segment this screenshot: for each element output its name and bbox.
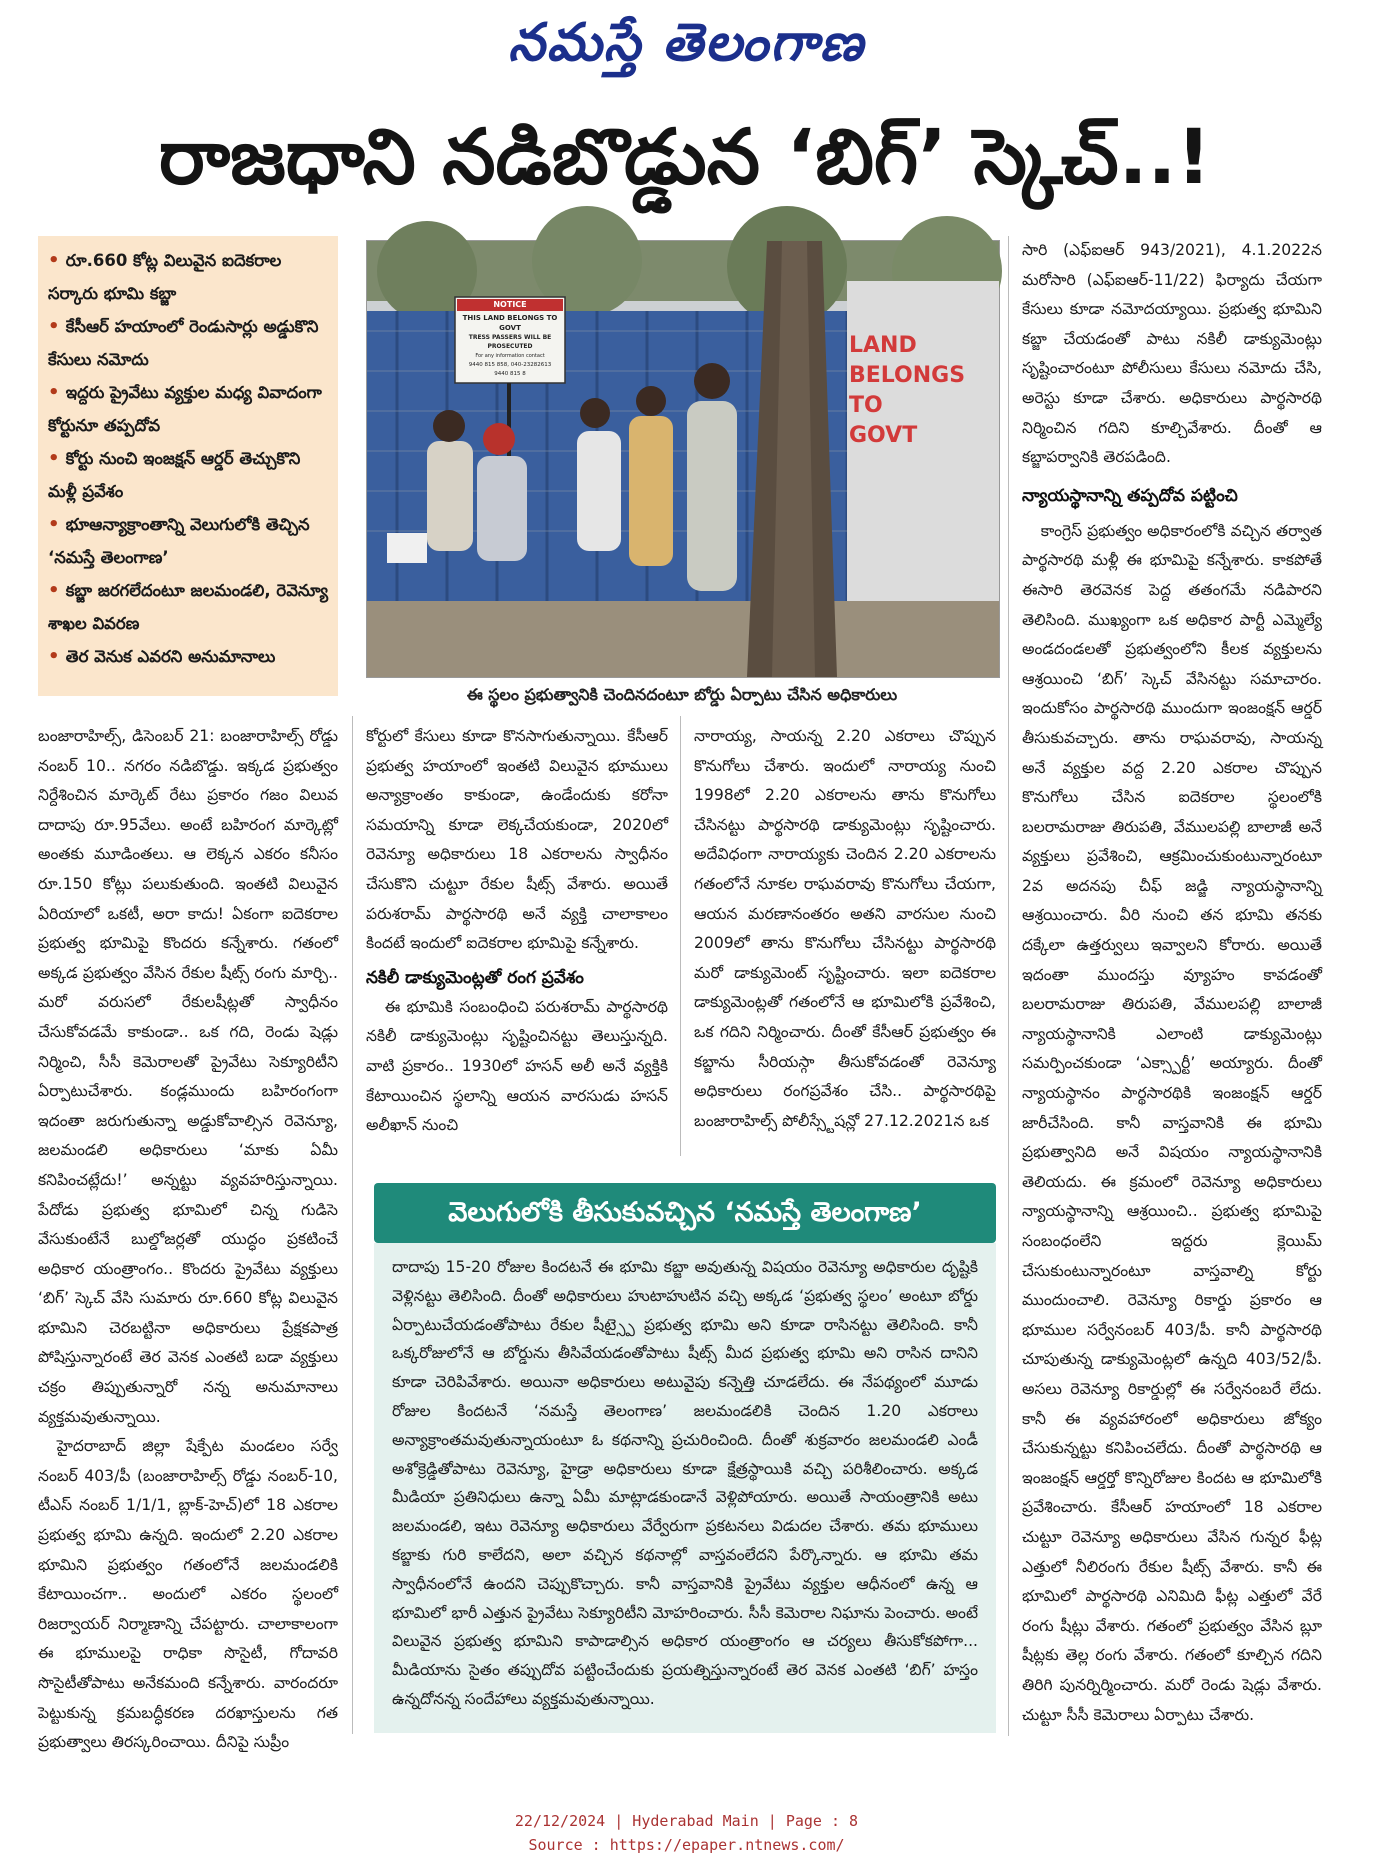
article-paragraph: బంజారాహిల్స్, డిసెంబర్ 21: బంజారాహిల్స్ రోడ్డు నంబర్ 10.. నగరం నడిబొడ్డు. ఇక్కడ ప్రభుత్వం నిర్దేశించిన మార్కెట్ రేటు ప్రకారం గజం విలువ దాదాపు రూ.95వేలు. అంటే బహిరంగ మార్కెట్లో అంతకు మూడింతలు. ఆ లెక్కన ఎకరం కనీసం రూ.150 కోట్లు పలుకుతుంది. ఇంతటి విలువైన ఏరియాలో ఒకటీ, అరా కాదు! ఏకంగా ఐదెకరాల ప్రభుత్వ భూమిపై కొందరు కన్నేశారు. గతంలో అక్కడ ప్రభుత్వం వేసిన రేకుల షీట్స్ రంగు మార్చి.. మరో వరుసలో రేకులషీట్లతో స్వాధీనం చేసుకోవడమే కాకుండా.. ఒక గది, రెండు షెడ్లు నిర్మించి, సీసీ కెమెరాలతో ప్రైవేటు సెక్యూరిటీని ఏర్పాటుచేశారు. కండ్లముందు బహిరంగంగా ఇదంతా జరుగుతున్నా అడ్డుకోవాల్సిన రెవెన్యూ, జలమండలి అధికారులు ‘మాకు ఏమీ కనిపించట్లేదు!’ అన్నట్టు వ్యవహరిస్తున్నాయి. పేదోడు ప్రభుత్వ భూమిలో చిన్న గుడిసె వేసుకుంటేనే బుల్డోజర్లతో యుద్ధం ప్రకటించే అధికార యంత్రాంగం.. కొందరు ప్రైవేటు వ్యక్తులు ‘బిగ్’ స్కెచ్ వేసి సుమారు రూ.660 కోట్ల విలువైన భూమిని చెరబట్టినా అధికారులు ప్రేక్షకపాత్ర పోషిస్తున్నారంటే తెర వెనక ఎంతటి బడా వ్యక్తులు చక్రం తిప్పుతున్నారో నన్న అనుమానాలు వ్యక్తమవుతున్నాయి.	[38, 727, 338, 1426]
highlight-item: • భూఆన్యాక్రాంతాన్ని వెలుగులోకి తెచ్చిన ‘నమస్తే తెలంగాణ’	[48, 514, 310, 567]
notice-title: NOTICE	[493, 300, 527, 309]
highlight-item: • ఇద్దరు ప్రైవేటు వ్యక్తుల మధ్య వివాదంగా కోర్టునూ తప్పదోవ	[48, 382, 322, 435]
notice-line: TRESS PASSERS WILL BE PROSECUTED	[468, 334, 552, 350]
headline: రాజధాని నడిబొడ్డున ‘బిగ్’ స్కెచ్..!	[158, 112, 1212, 201]
article-paragraph: హైదరాబాద్ జిల్లా షేక్పేట మండలం సర్వే నంబర్ 403/పీ (బంజారాహిల్స్ రోడ్డు నంబర్-10, టీఎస్ నంబర్ 1/1/1, బ్లాక్-హెచ్)లో 18 ఎకరాల ప్రభుత్వ భూమి ఉన్నది. ఇందులో 2.20 ఎకరాల భూమిని ప్రభుత్వం గతంలోనే జలమండలికి కేటాయించగా.. అందులో ఎకరం స్థలంలో రిజర్వాయర్ నిర్మాణాన్ని చేపట్టారు. చాలాకాలంగా ఈ భూములపై రాధికా సొసైటీ, గోదావరి సొసైటీతోపాటు అనేకమంది కన్నేశారు. వారందరూ పెట్టుకున్న క్రమబద్ధీకరణ దరఖాస్తులను గత ప్రభుత్వాలు తిరస్కరించాయి. దీనిపై సుప్రీం	[38, 1437, 338, 1752]
article-paragraph: ఈ భూమికి సంబంధించి పరుశరామ్ పార్థసారథి నకిలీ డాక్యుమెంట్లు సృష్టించినట్టు తెలుస్తున్నది. వాటి ప్రకారం.. 1930లో హసన్ అలీ అనే వ్యక్తికి కేటాయించిన స్థలాన్ని ఆయన వారసుడు హసన్ అలీఖాన్ నుంచి	[366, 997, 668, 1135]
article-paragraph: నారాయ్య, సాయన్న 2.20 ఎకరాలు చొప్పున కొనుగోలు చేశారు. ఇందులో నారాయ్య నుంచి 1998లో 2.20 ఎకరాలను తాను కొనుగోలు చేసినట్టు పార్థసారథి డాక్యుమెంట్లు సృష్టించారు. అదేవిధంగా నారాయ్యకు చెందిన 2.20 ఎకరాలను గతంలోనే నూకల రాఘవరావు కొనుగోలు చేయగా, ఆయన మరణానంతరం అతని వారసుల నుంచి 2009లో తాను కొనుగోలు చేసినట్టు పార్థసారథి మరో డాక్యుమెంట్ సృష్టించారు. ఇలా ఐదెకరాల డాక్యుమెంట్లతో గతంలోనే ఆ భూమిలోకి ప్రవేశించి, ఒక గదిని నిర్మించారు. దీంతో కేసీఆర్ ప్రభుత్వం ఈ కబ్జాను సీరియస్గా తీసుకోవడంతో రెవెన్యూ అధికారులు రంగప్రవేశం చేసి.. పార్థసారథిపై బంజారాహిల్స్ పోలీస్స్టేషన్లో 27.12.2021న ఒక	[694, 727, 996, 1130]
article-paragraph: కోర్టులో కేసులు కూడా కొనసాగుతున్నాయి. కేసీఆర్ ప్రభుత్వ హయాంలో ఇంతటి విలువైన భూములు అన్యాక్రాంతం కాకుండా, ఉండేందుకు కరోనా సమయాన్ని కూడా లెక్కచేయకుండా, 2020లో రెవెన్యూ అధికారులు 18 ఎకరాలను స్వాధీనం చేసుకొని చుట్టూ రేకుల షీట్స్ వేశారు. అయితే పరుశరామ్ పార్థసారథి అనే వ్యక్తి చాలాకాలం కిందటే ఇందులో ఐదెకరాల భూమిపై కన్నేశారు.	[366, 727, 668, 953]
box-article: దాదాపు 15-20 రోజుల కిందటనే ఈ భూమి కబ్జా అవుతున్న విషయం రెవెన్యూ అధికారుల దృష్టికి వెళ్లినట్టు తెలిసింది. దీంతో అధికారులు హుటాహుటిన వచ్చి అక్కడ ‘ప్రభుత్వ స్థలం’ అంటూ బోర్డు ఏర్పాటుచేయడంతోపాటు రేకుల షీట్స్పై ప్రభుత్వ భూమి అని కూడా రాసినట్టు తెలిసింది. కానీ ఒక్కరోజులోనే ఆ బోర్డును తీసివేయడంతోపాటు షీట్స్ మీద ప్రభుత్వ భూమి అని రాసిన దానిని కూడా చెరిపివేశారు. అయినా అధికారులు అటువైపు కన్నెత్తి చూడలేదు. ఈ నేపథ్యంలో మూడు రోజుల కిందటనే ‘నమస్తే తెలంగాణ’ జలమండలికి చెందిన 1.20 ఎకరాలు అన్యాక్రాంతమవుతున్నాయంటూ ఓ కథనాన్ని ప్రచురించింది. దీంతో శుక్రవారం జలమండలి ఎండీ అశోక్రెడ్డితోపాటు రెవెన్యూ, హైడ్రా అధికారులు కూడా క్షేత్రస్థాయికి వచ్చి పరిశీలించారు. అక్కడ మీడియా ప్రతినిధులు ఉన్నా ఏమీ మాట్లాడకుండానే వెళ్లిపోయారు. అయితే సాయంత్రానికి అటు జలమండలి, ఇటు రెవెన్యూ అధికారులు వేర్వేరుగా ప్రకటనలు విడుదల చేశారు. తమ భూములు కబ్జాకు గురి కాలేదని, అలా వచ్చిన కథనాల్లో వాస్తవంలేదని పేర్కొన్నారు. ఆ భూమి తమ స్వాధీనంలోనే ఉందని చెప్పుకొచ్చారు. కానీ వాస్తవానికి ప్రైవేటు వ్యక్తుల ఆధీనంలో ఉన్న ఆ భూమిలో భారీ ఎత్తున ప్రైవేటు సెక్యూరిటీని మోహరించారు. సీసీ కెమెరాల నిఘాను పెంచారు. అంటే విలువైన ప్రభుత్వ భూమిని కాపాడాల్సిన అధికార యంత్రాంగం ఆ చర్యలు తీసుకోకపోగా... మీడియాను సైతం తప్పుదోవ పట్టించేందుకు ప్రయత్నిస్తున్నారంటే తెర వెనక ఎంతటి ‘బిగ్’ హస్తం ఉన్నదోనన్న సందేహాలు వ్యక్తమవుతున్నాయి.	[374, 1243, 996, 1733]
notice-line: 9440 815 8	[494, 371, 526, 377]
footer-source-line: Source : https://epaper.ntnews.com/	[528, 1836, 845, 1854]
article-column-3	[694, 722, 996, 1162]
article-paragraph: కాంగ్రెస్ ప్రభుత్వం అధికారంలోకి వచ్చిన తర్వాత పార్థసారథి మళ్లీ ఈ భూమిపై కన్నేశారు. కాకపోతే ఈసారి తెరవెనక పెద్ద తతంగమే నడిపారని తెలిసింది. ముఖ్యంగా ఒక అధికార పార్టీ ఎమ్మెల్యే అండదండలతో ప్రభుత్వంలోని కీలక వ్యక్తులను ఆశ్రయించి ‘బిగ్’ స్కెచ్ వేసినట్టు సమాచారం. ఇందుకోసం పార్థసారథి ముందుగా ఇంజంక్షన్ ఆర్డర్ తీసుకువచ్చారు. తాను రాఘవరావు, సాయన్న అనే వ్యక్తుల వద్ద 2.20 ఎకరాల చొప్పున కొనుగోలు చేసిన ఐదెకరాల స్థలంలోకి బలరామరాజు తిరుపతి, వేములపల్లి బాలాజీ అనే వ్యక్తులు ప్రవేశించి, ఆక్రమించుకుంటున్నారంటూ 2వ అదనపు చీఫ్ జడ్జి న్యాయస్థానాన్ని ఆశ్రయించారు. వీరి నుంచి తన భూమి తనకు దక్కేలా ఉత్తర్వులు ఇవ్వాలని కోరారు. అయితే ఇదంతా ముందస్తు వ్యూహం కావడంతో బలరామరాజు తిరుపతి, వేములపల్లి బాలాజీ న్యాయస్థానానికి ఎలాంటి డాక్యుమెంట్లు సమర్పించకుండా ‘ఎక్స్పార్టీ’ అయ్యారు. దీంతో న్యాయస్థానం పార్థసారథికి ఇంజంక్షన్ ఆర్డర్ జారీచేసింది. కానీ వాస్తవానికి ఈ భూమి ప్రభుత్వానిది అనే విషయం న్యాయస్థానానికి తెలియదు. ఈ క్రమంలో రెవెన్యూ అధికారులు న్యాయస్థానాన్ని ఆశ్రయించి.. ప్రభుత్వ భూమిపై సంబంధంలేని ఇద్దరు క్లెయిమ్ చేసుకుంటున్నారంటూ వాస్తవాల్ని కోర్టు ముందుంచాలి. రెవెన్యూ రికార్డు ప్రకారం ఆ భూముల సర్వేనంబర్ 403/పీ. కానీ పార్థసారథి చూపుతున్న డాక్యుమెంట్లలో ఉన్నది 403/52/పీ. అసలు రెవెన్యూ రికార్డుల్లో ఈ సర్వేనంబరే లేదు. కానీ ఈ వ్యవహారంలో అధికారులు జోక్యం చేసుకున్నట్టు కనిపించలేదు. దీంతో పార్థసారథి ఆ ఇంజంక్షన్ ఆర్డర్తో కొన్నిరోజుల కిందట ఆ భూమిలోకి ప్రవేశించారు. కేసీఆర్ హయాంలో 18 ఎకరాల చుట్టూ రెవెన్యూ అధికారులు వేసిన గున్నర ఫీట్ల ఎత్తులో నీలిరంగు రేకుల షీట్స్ వేశారు. కానీ ఈ భూమిలో పార్థసారథి ఎనిమిది ఫీట్ల ఎత్తులో వేరే రంగు షీట్లు వేశారు. గతంలో ప్రభుత్వం వేసిన బ్లూ షీట్లకు తెల్ల రంగు వేశారు. గతంలో కూల్చిన గదిని తిరిగి పునర్నిర్మించారు. మరో రెండు షెడ్లు వేశారు. చుట్టూ సీసీ కెమెరాలు ఏర్పాటు చేశారు.	[1022, 521, 1322, 1724]
highlight-item: • కోర్టు నుంచి ఇంజక్షన్ ఆర్డర్ తెచ్చుకొని మళ్లీ ప్రవేశం	[48, 448, 301, 501]
box-banner: వెలుగులోకి తీసుకువచ్చిన ‘నమస్తే తెలంగాణ’	[374, 1183, 996, 1243]
column-divider	[352, 716, 353, 1734]
subheading: నకిలీ డాక్యుమెంట్లతో రంగ ప్రవేశం	[366, 967, 584, 988]
bullet-icon: •	[48, 646, 66, 667]
bullet-icon: •	[48, 514, 66, 535]
column-divider	[680, 716, 681, 1156]
bullet-icon: •	[48, 316, 66, 337]
article-column-4	[1022, 236, 1322, 1736]
highlight-item: • కేసీఆర్ హయాంలో రెండుసార్లు అడ్డుకొని కేసులు నమోదు	[48, 316, 319, 369]
news-photo	[366, 240, 1000, 678]
notice-line: THIS LAND BELONGS TO GOVT	[462, 314, 558, 332]
article-paragraph: సారి (ఎఫ్ఐఆర్ 943/2021), 4.1.2022న మరోసారి (ఎఫ్ఐఆర్-11/22) ఫిర్యాదు చేయగా కేసులు కూడా నమోదయ్యాయి. ప్రభుత్వ భూమిని కబ్జా చేయడంతో పాటు నకిలీ డాక్యుమెంట్లు సృష్టించారంటూ పోలీసులు కేసులు నమోదు చేసి, అరెస్టు కూడా చేశారు. అధికారులు పార్థసారథి నిర్మించిన గదిని కూల్చివేశారు. దీంతో ఆ కబ్జాపర్వానికి తెరపడింది.	[1022, 241, 1322, 467]
bullet-icon: •	[48, 382, 66, 403]
highlight-item: • కబ్జా జరగలేదంటూ జలమండలి, రెవెన్యూ శాఖల వివరణ	[48, 580, 329, 633]
notice-line: 9440 815 858, 040-23282613	[468, 362, 552, 368]
highlight-item: • తెర వెనుక ఎవరని అనుమానాలు	[48, 646, 276, 667]
highlights-box	[38, 236, 338, 696]
graffiti-text: LAND BELONGS TO GOVT	[849, 333, 966, 448]
bullet-icon: •	[48, 580, 66, 601]
bullet-icon: •	[48, 250, 66, 271]
column-divider	[1008, 236, 1009, 1736]
notice-line: For any information contact	[475, 353, 545, 359]
highlight-item: • రూ.660 కోట్ల విలువైన ఐదెకరాల సర్కారు భూమి కబ్జా	[48, 250, 282, 303]
subheading: న్యాయస్థానాన్ని తప్పదోవ పట్టించి	[1022, 485, 1238, 506]
article-column-2	[366, 722, 668, 1162]
masthead: నమస్తే తెలంగాణ	[508, 12, 865, 73]
footer-date-line: 22/12/2024 | Hyderabad Main | Page : 8	[514, 1812, 859, 1830]
article-column-1	[38, 722, 338, 1752]
photo-caption: ఈ స్థలం ప్రభుత్వానికి చెందినదంటూ బోర్డు ఏర్పాటు చేసిన అధికారులు	[466, 685, 898, 704]
bullet-icon: •	[48, 448, 66, 469]
